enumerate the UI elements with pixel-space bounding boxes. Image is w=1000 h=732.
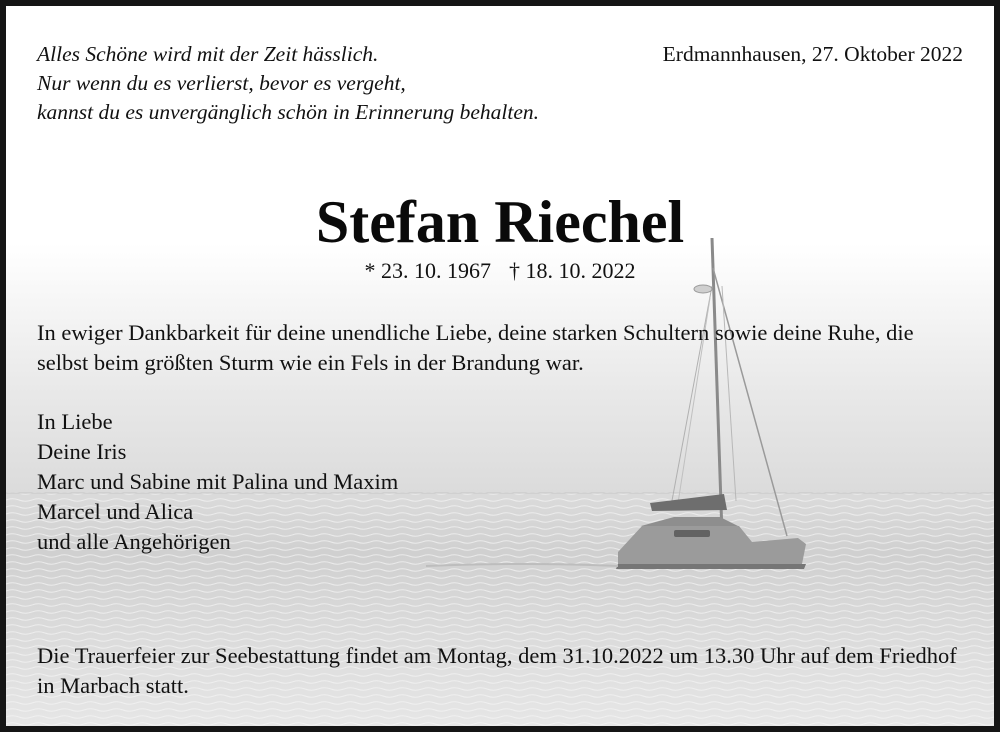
signer-line: In Liebe: [37, 409, 113, 434]
deceased-name: Stefan Riechel: [315, 189, 685, 255]
gratitude-text: In ewiger Dankbarkeit für deine unendliche Liebe, deine starken Schultern sowie deine Ruhe, die selbst beim größten Sturm wie ein Fels in der Brandung war.: [37, 320, 914, 375]
signers-list: [37, 407, 398, 557]
signer-line: Deine Iris: [37, 439, 127, 464]
birth-date: * 23. 10. 1967: [364, 258, 491, 283]
place-and-date: Erdmannhausen, 27. Oktober 2022: [662, 42, 963, 66]
quote-line: kannst du es unvergänglich schön in Erinnerung behalten.: [37, 100, 539, 124]
memorial-quote: [37, 40, 539, 127]
life-dates: [6, 256, 994, 286]
quote-line: Alles Schöne wird mit der Zeit hässlich.: [37, 42, 379, 66]
funeral-service-notice: Die Trauerfeier zur Seebestattung findet am Montag, dem 31.10.2022 um 13.30 Uhr auf dem Friedhof in Marbach statt.: [37, 643, 957, 698]
death-date: † 18. 10. 2022: [509, 258, 636, 283]
signer-line: Marcel und Alica: [37, 499, 194, 524]
signer-line: und alle Angehörigen: [37, 529, 231, 554]
quote-line: Nur wenn du es verlierst, bevor es vergeht,: [37, 71, 406, 95]
signer-line: Marc und Sabine mit Palina und Maxim: [37, 469, 399, 494]
